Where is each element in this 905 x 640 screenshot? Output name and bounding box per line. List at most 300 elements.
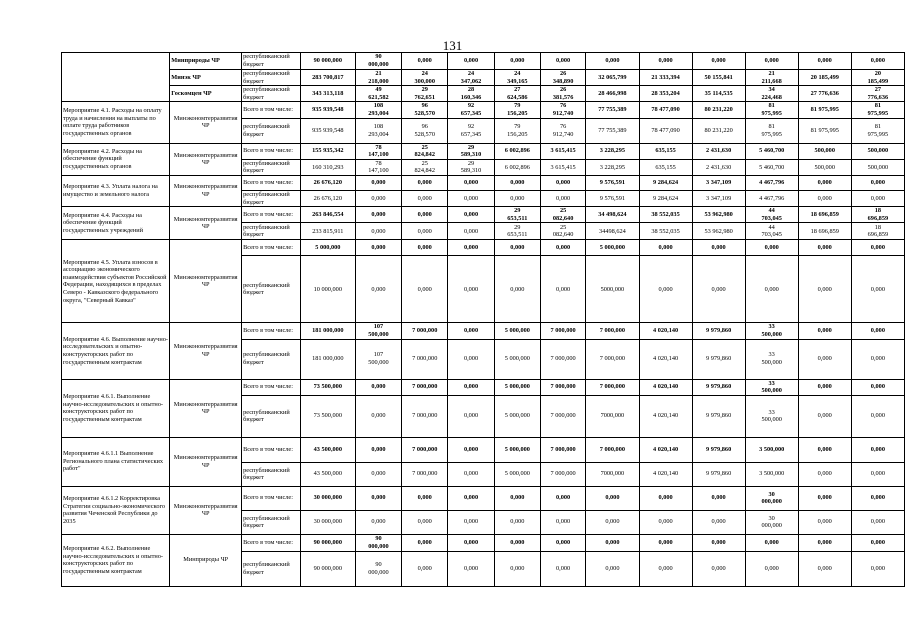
value-cell: 0,000 <box>745 534 798 551</box>
value-part: 696,859 <box>867 231 889 239</box>
value-cell: 7 000,000 <box>402 379 448 395</box>
value-part: 589,310 <box>460 151 482 159</box>
value-cell: 0,000 <box>745 53 798 70</box>
value-cell: 3 500,000 <box>745 437 798 462</box>
value-part: 33 <box>768 323 775 331</box>
value-part: 25 <box>559 223 567 231</box>
source-cell: республиканский бюджет <box>242 118 301 143</box>
value-cell: 78 477,090 <box>639 118 692 143</box>
value-cell: 9 979,860 <box>692 339 745 379</box>
value-part: 29 <box>467 159 475 167</box>
value-part: 90 <box>375 535 382 543</box>
value-cell: 0,000 <box>851 379 904 395</box>
value-cell: 0,000 <box>355 395 401 437</box>
value-cell: 0,000 <box>540 53 585 70</box>
value-cell: 0,000 <box>851 256 904 323</box>
value-cell <box>355 102 401 118</box>
value-cell: 7 000,000 <box>402 323 448 339</box>
value-part: 96 <box>421 122 428 130</box>
value-cell: 80 231,220 <box>692 118 745 143</box>
value-cell: 500,000 <box>798 143 851 159</box>
value-part: 703,045 <box>761 214 782 222</box>
value-cell: 0,000 <box>851 339 904 379</box>
value-cell: 0,000 <box>402 53 448 70</box>
value-cell <box>494 207 540 223</box>
value-cell: 53 962,980 <box>692 207 745 223</box>
value-part: 589,310 <box>460 167 482 175</box>
value-cell: 3 500,000 <box>745 462 798 486</box>
value-part: 696,859 <box>867 214 889 222</box>
value-cell: 34498,624 <box>586 223 639 240</box>
executor-cell: Госкомцен ЧР <box>170 86 242 102</box>
value-cell <box>851 118 904 143</box>
value-part: 108 <box>373 122 384 130</box>
value-cell: 0,000 <box>355 379 401 395</box>
measure-description: Мероприятие 4.2. Расходы на обеспечение функций государственных органов <box>62 143 170 175</box>
measure-description: Мероприятие 4.5. Уплата взносов в ассоциацию экономического взаимодействия субъектов Российской Федерации, находящихся в пределах Северо - Кавказского федерального округа, "Северный Кавказ" <box>62 240 170 323</box>
value-part: 185,499 <box>867 77 889 85</box>
value-cell: 7000,000 <box>586 395 639 437</box>
value-cell: 73 500,000 <box>300 379 355 395</box>
table-body <box>62 53 905 587</box>
value-part: 79 <box>514 122 521 130</box>
value-part: 653,511 <box>507 214 528 222</box>
value-cell: 0,000 <box>355 190 401 206</box>
table-row <box>62 240 905 256</box>
value-cell: 0,000 <box>692 256 745 323</box>
value-cell: 27 776,636 <box>798 86 851 102</box>
value-part: 657,345 <box>460 130 482 138</box>
value-cell <box>448 143 494 159</box>
value-cell: 6 002,896 <box>494 143 540 159</box>
value-part: 000,000 <box>761 498 782 506</box>
measure-description: Мероприятие 4.1. Расходы на оплату труда и начисления на выплаты по оплате труда работников государственных органов <box>62 102 170 143</box>
value-cell <box>355 159 401 175</box>
value-cell <box>745 70 798 86</box>
measure-description: Мероприятие 4.6.1.2 Корректировка Стратегии социально-экономического развития Чеченской Республики до 2035 <box>62 486 170 534</box>
value-cell: 0,000 <box>355 462 401 486</box>
value-cell: 0,000 <box>355 175 401 190</box>
value-cell: 5 460,700 <box>745 143 798 159</box>
value-cell: 4 020,140 <box>639 323 692 339</box>
source-cell: Всего в том числе: <box>242 143 301 159</box>
value-part: 26 <box>559 70 567 77</box>
value-cell: 28 466,998 <box>586 86 639 102</box>
measure-description: Мероприятие 4.6.2. Выполнение научно-исследовательских и опытно-конструкторских работ по государственным контрактам <box>62 534 170 586</box>
value-cell: 7 000,000 <box>586 379 639 395</box>
value-part: 975,995 <box>867 109 889 117</box>
table-row <box>62 323 905 339</box>
value-cell: 0,000 <box>851 551 904 586</box>
value-cell <box>355 70 401 86</box>
value-cell: 0,000 <box>586 551 639 586</box>
value-part: 44 <box>768 207 775 215</box>
value-cell: 0,000 <box>851 462 904 486</box>
value-part: 79 <box>514 102 521 110</box>
value-cell <box>540 70 585 86</box>
value-cell: 0,000 <box>851 395 904 437</box>
value-cell: 500,000 <box>851 159 904 175</box>
value-part: 76 <box>559 102 567 110</box>
value-cell: 0,000 <box>586 486 639 510</box>
value-cell: 7 000,000 <box>402 437 448 462</box>
value-cell: 5 000,000 <box>494 395 540 437</box>
value-part: 975,995 <box>761 109 782 117</box>
value-part: 912,740 <box>552 130 574 138</box>
value-cell <box>745 223 798 240</box>
executor-cell: Минэкономтерразвития ЧР <box>170 323 242 379</box>
value-cell: 0,000 <box>586 534 639 551</box>
source-cell: Всего в том числе: <box>242 240 301 256</box>
value-cell: 9 284,624 <box>639 175 692 190</box>
value-cell <box>745 118 798 143</box>
value-cell: 0,000 <box>402 207 448 223</box>
value-part: 147,100 <box>368 167 389 175</box>
value-cell: 0,000 <box>692 240 745 256</box>
value-cell: 4 020,140 <box>639 462 692 486</box>
value-cell: 7 000,000 <box>586 437 639 462</box>
value-cell <box>448 118 494 143</box>
value-part: 762,651 <box>414 93 435 101</box>
value-cell <box>355 551 401 586</box>
value-cell: 9 979,860 <box>692 462 745 486</box>
value-part: 24 <box>421 70 428 77</box>
value-cell <box>355 53 401 70</box>
value-cell: 500,000 <box>851 143 904 159</box>
value-cell: 26 676,120 <box>300 175 355 190</box>
value-part: 000,000 <box>368 542 389 550</box>
value-cell: 0,000 <box>798 339 851 379</box>
value-cell: 81 975,995 <box>798 102 851 118</box>
value-cell: 0,000 <box>448 339 494 379</box>
source-cell: Всего в том числе: <box>242 486 301 510</box>
value-cell <box>402 118 448 143</box>
value-cell <box>540 118 585 143</box>
value-cell: 0,000 <box>494 53 540 70</box>
value-part: 92 <box>467 102 475 110</box>
value-cell: 7 000,000 <box>540 437 585 462</box>
value-cell: 0,000 <box>448 53 494 70</box>
value-cell <box>745 510 798 534</box>
value-cell: 4 020,140 <box>639 395 692 437</box>
value-cell <box>355 534 401 551</box>
value-part: 33 <box>768 408 775 416</box>
value-cell: 0,000 <box>692 486 745 510</box>
value-cell <box>745 207 798 223</box>
value-part: 33 <box>768 379 775 387</box>
executor-cell: Минэкономтерразвития ЧР <box>170 240 242 323</box>
value-cell: 7 000,000 <box>586 323 639 339</box>
value-cell: 9 284,624 <box>639 190 692 206</box>
value-cell: 38 552,035 <box>639 207 692 223</box>
executor-cell: Минприроды ЧР <box>170 534 242 586</box>
value-cell: 0,000 <box>639 256 692 323</box>
value-part: 381,576 <box>552 93 574 101</box>
value-cell: 0,000 <box>355 256 401 323</box>
value-cell: 343 313,118 <box>300 86 355 102</box>
value-cell: 4 020,140 <box>639 339 692 379</box>
value-part: 218,000 <box>368 77 389 85</box>
value-part: 25 <box>559 207 567 215</box>
value-cell: 0,000 <box>851 240 904 256</box>
source-cell: республиканский бюджет <box>242 70 301 86</box>
value-cell <box>745 379 798 395</box>
executor-cell: Минэкономтерразвития ЧР <box>170 175 242 206</box>
executor-cell: Минэкономтерразвития ЧР <box>170 102 242 143</box>
value-cell <box>494 223 540 240</box>
value-part: 348,890 <box>552 77 574 85</box>
value-part: 824,842 <box>414 167 435 175</box>
value-cell <box>355 86 401 102</box>
value-part: 156,205 <box>507 130 528 138</box>
value-cell <box>355 323 401 339</box>
value-cell: 0,000 <box>540 256 585 323</box>
value-cell: 0,000 <box>448 510 494 534</box>
executor-cell: Минэкономтерразвития ЧР <box>170 143 242 175</box>
value-part: 500,000 <box>368 359 389 366</box>
value-part: 975,995 <box>761 130 782 138</box>
value-cell: 81 975,995 <box>798 118 851 143</box>
value-cell: 0,000 <box>540 486 585 510</box>
value-cell: 0,000 <box>639 551 692 586</box>
value-cell: 28 353,204 <box>639 86 692 102</box>
value-cell: 9 979,860 <box>692 395 745 437</box>
value-cell: 0,000 <box>798 395 851 437</box>
page-number: 131 <box>442 38 463 53</box>
value-part: 24 <box>467 70 475 77</box>
value-cell: 0,000 <box>448 240 494 256</box>
value-cell: 0,000 <box>540 175 585 190</box>
value-cell: 5 000,000 <box>494 462 540 486</box>
value-part: 703,045 <box>761 231 782 239</box>
value-cell: 0,000 <box>851 175 904 190</box>
source-cell: республиканский бюджет <box>242 462 301 486</box>
measure-description: Мероприятие 4.4. Расходы на обеспечение функций государственных учреждений <box>62 207 170 240</box>
value-cell: 0,000 <box>692 53 745 70</box>
value-cell <box>540 223 585 240</box>
value-part: 26 <box>559 86 567 94</box>
value-part: 107 <box>373 323 384 331</box>
value-cell: 9 979,860 <box>692 437 745 462</box>
value-cell: 0,000 <box>639 510 692 534</box>
value-cell: 4 020,140 <box>639 379 692 395</box>
value-cell: 0,000 <box>402 240 448 256</box>
value-cell: 43 500,000 <box>300 462 355 486</box>
table-row <box>62 486 905 510</box>
value-cell <box>494 70 540 86</box>
value-part: 92 <box>467 122 475 130</box>
source-cell: республиканский бюджет <box>242 223 301 240</box>
value-cell: 90 000,000 <box>300 551 355 586</box>
value-part: 107 <box>373 351 384 359</box>
source-cell: Всего в том числе: <box>242 102 301 118</box>
value-part: 34 <box>768 86 775 94</box>
value-cell: 0,000 <box>745 240 798 256</box>
value-part: 000,000 <box>368 568 389 576</box>
value-cell: 0,000 <box>402 223 448 240</box>
value-part: 082,640 <box>552 231 574 239</box>
value-cell <box>745 486 798 510</box>
value-cell <box>494 86 540 102</box>
value-cell: 4 467,796 <box>745 190 798 206</box>
source-cell: республиканский бюджет <box>242 551 301 586</box>
value-cell: 283 700,817 <box>300 70 355 86</box>
value-part: 27 <box>874 86 882 94</box>
value-cell: 0,000 <box>692 510 745 534</box>
value-part: 81 <box>768 122 775 130</box>
value-cell <box>540 86 585 102</box>
value-cell: 7000,000 <box>586 462 639 486</box>
value-part: 349,165 <box>507 77 528 85</box>
table-row <box>62 175 905 190</box>
table-row <box>62 143 905 159</box>
value-cell: 0,000 <box>639 53 692 70</box>
value-cell: 9 979,860 <box>692 379 745 395</box>
value-part: 20 <box>874 70 882 77</box>
source-cell: Всего в том числе: <box>242 175 301 190</box>
value-cell <box>402 86 448 102</box>
value-cell: 30 000,000 <box>300 486 355 510</box>
value-part: 30 <box>768 514 775 522</box>
value-cell: 0,000 <box>798 462 851 486</box>
value-cell <box>448 86 494 102</box>
value-cell: 935 939,548 <box>300 118 355 143</box>
value-cell <box>851 207 904 223</box>
value-cell: 0,000 <box>639 240 692 256</box>
value-cell: 18 696,859 <box>798 223 851 240</box>
value-cell: 80 231,220 <box>692 102 745 118</box>
value-cell: 0,000 <box>448 462 494 486</box>
value-cell <box>448 102 494 118</box>
value-cell: 0,000 <box>851 486 904 510</box>
value-cell: 6 002,896 <box>494 159 540 175</box>
value-part: 500,000 <box>761 359 782 366</box>
table-row <box>62 534 905 551</box>
table-row <box>62 86 905 102</box>
value-part: 96 <box>421 102 428 110</box>
value-cell: 3 347,109 <box>692 190 745 206</box>
value-cell: 935 939,548 <box>300 102 355 118</box>
value-cell: 0,000 <box>639 534 692 551</box>
value-part: 29 <box>421 86 428 94</box>
value-cell: 4 467,796 <box>745 175 798 190</box>
value-cell: 0,000 <box>540 240 585 256</box>
measure-description: Мероприятие 4.3. Уплата налога на имущество и земельного налога <box>62 175 170 206</box>
value-cell: 0,000 <box>355 207 401 223</box>
value-part: 624,586 <box>507 93 528 101</box>
measure-description: Мероприятие 4.6.1.1 Выполнение Регионального плана статистических работ" <box>62 437 170 486</box>
value-part: 29 <box>514 223 521 231</box>
value-cell: 5 000,000 <box>494 379 540 395</box>
value-cell: 0,000 <box>692 551 745 586</box>
value-cell: 90 000,000 <box>300 53 355 70</box>
value-cell <box>402 70 448 86</box>
value-cell <box>851 102 904 118</box>
value-cell: 0,000 <box>494 240 540 256</box>
value-cell <box>851 86 904 102</box>
table-row <box>62 102 905 118</box>
value-cell <box>851 223 904 240</box>
source-cell: Всего в том числе: <box>242 207 301 223</box>
value-cell: 30 000,000 <box>300 510 355 534</box>
value-cell: 0,000 <box>355 510 401 534</box>
source-cell: республиканский бюджет <box>242 395 301 437</box>
value-cell: 21 333,394 <box>639 70 692 86</box>
value-cell: 7 000,000 <box>540 395 585 437</box>
value-cell: 0,000 <box>402 510 448 534</box>
value-cell: 0,000 <box>798 240 851 256</box>
value-part: 28 <box>467 86 475 94</box>
executor-cell: Минэк ЧР <box>170 70 242 86</box>
value-cell: 20 185,499 <box>798 70 851 86</box>
value-cell: 35 114,535 <box>692 86 745 102</box>
value-part: 78 <box>375 143 382 151</box>
executor-cell: Минэкономтерразвития ЧР <box>170 486 242 534</box>
value-cell <box>745 339 798 379</box>
value-cell: 5 000,000 <box>586 240 639 256</box>
value-part: 29 <box>467 143 475 151</box>
source-cell: республиканский бюджет <box>242 86 301 102</box>
value-part: 211,668 <box>761 77 782 85</box>
value-cell: 26 676,120 <box>300 190 355 206</box>
executor-cell: Минэкономтерразвития ЧР <box>170 207 242 240</box>
value-part: 76 <box>559 122 567 130</box>
value-part: 30 <box>768 490 775 498</box>
value-cell: 10 000,000 <box>300 256 355 323</box>
value-cell: 0,000 <box>355 486 401 510</box>
value-cell: 0,000 <box>798 486 851 510</box>
value-part: 49 <box>375 86 382 94</box>
value-part: 18 <box>874 223 882 231</box>
value-part: 18 <box>874 207 882 215</box>
value-part: 21 <box>375 70 382 77</box>
value-cell: 0,000 <box>402 256 448 323</box>
value-part: 657,345 <box>460 109 482 117</box>
value-cell: 160 310,293 <box>300 159 355 175</box>
value-cell: 0,000 <box>402 190 448 206</box>
value-part: 912,740 <box>552 109 574 117</box>
value-cell: 0,000 <box>540 190 585 206</box>
value-cell: 0,000 <box>494 175 540 190</box>
value-cell: 0,000 <box>540 534 585 551</box>
value-cell: 0,000 <box>851 510 904 534</box>
value-cell <box>494 102 540 118</box>
value-part: 156,205 <box>507 109 528 117</box>
value-cell <box>494 118 540 143</box>
value-cell: 0,000 <box>402 175 448 190</box>
value-cell: 7 000,000 <box>402 462 448 486</box>
value-cell: 0,000 <box>745 551 798 586</box>
value-cell: 0,000 <box>355 240 401 256</box>
value-cell: 0,000 <box>639 486 692 510</box>
table-row <box>62 207 905 223</box>
value-cell: 3 615,415 <box>540 143 585 159</box>
value-cell: 2 431,630 <box>692 159 745 175</box>
value-cell: 0,000 <box>798 190 851 206</box>
value-cell: 0,000 <box>798 534 851 551</box>
source-cell: республиканский бюджет <box>242 53 301 70</box>
value-cell: 0,000 <box>494 256 540 323</box>
value-part: 975,995 <box>867 130 889 138</box>
value-cell: 4 020,140 <box>639 437 692 462</box>
value-cell: 5 000,000 <box>494 323 540 339</box>
source-cell: Всего в том числе: <box>242 379 301 395</box>
value-cell: 0,000 <box>448 223 494 240</box>
value-cell: 0,000 <box>494 190 540 206</box>
value-cell: 0,000 <box>448 190 494 206</box>
value-cell <box>355 118 401 143</box>
value-cell: 7 000,000 <box>402 339 448 379</box>
